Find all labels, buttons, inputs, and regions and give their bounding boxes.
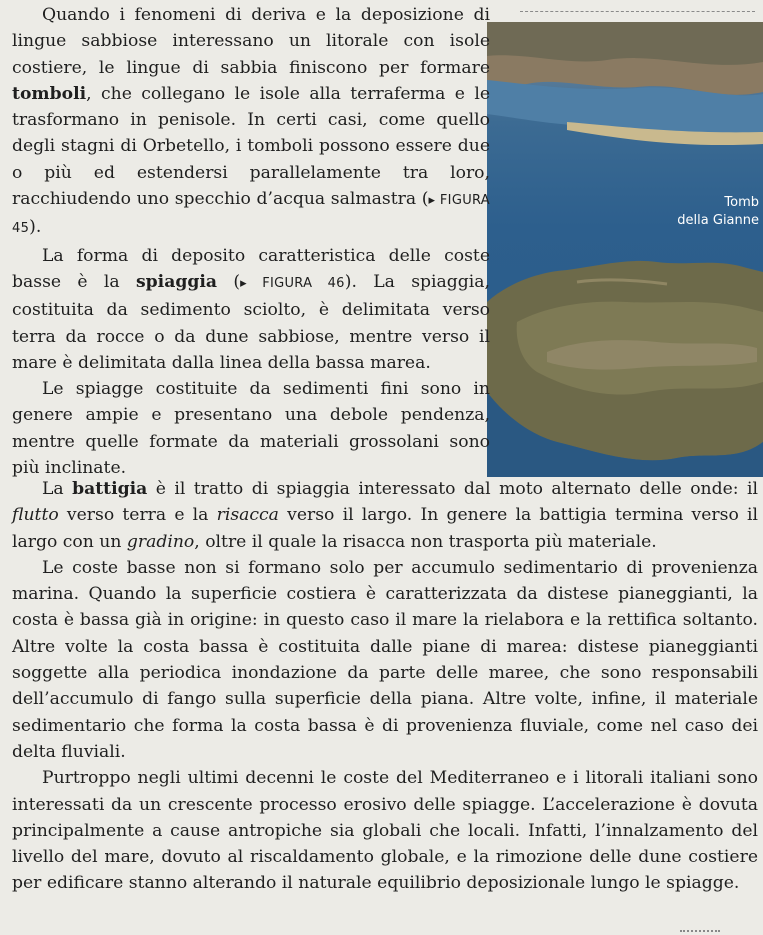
aerial-landscape-illustration: [487, 22, 763, 477]
paragraph-erosione: Purtroppo negli ultimi decenni le coste del Mediterraneo e i litorali italiani sono interessati da un crescente processo erosivo delle spiagge. L’accelerazione è dovuta principalmente a cause antropiche sia globali che locali. Infatti, l’innalzamento del livello del mare, dovuto al riscaldamento globale, e la rimozione delle dune costiere per edificare stanno alterando il naturale equilibrio deposizionale lungo le spiagge.: [12, 768, 758, 894]
paragraph-coste-basse: Le coste basse non si formano solo per accumulo sedimentario di provenienza marina. Quando la superficie costiera è caratterizzata da distese pianeggianti, la costa è bassa già in origine: in questo caso il mare la rielabora e la rettifica soltanto. Altre volte la costa bassa è costituita dalle piane di marea: distese pianeggianti soggette alla periodica inondazione da parte delle maree, che sono responsabili dell’accumulo di fango sulla superficie della piana. Altre volte, infine, il materiale sedimentario che forma la costa bassa è di provenienza fluviale, come nel caso dei delta fluviali.: [12, 557, 758, 762]
paragraph-tomboli: [12, 2, 490, 243]
text-run: è il tratto di spiaggia interessato dal moto alternato delle onde: il: [147, 479, 758, 499]
text-run: La: [42, 479, 73, 499]
bottom-dotted-rule: [680, 930, 720, 932]
text-run: La forma di deposito caratteristica delle coste basse è la: [12, 245, 490, 292]
top-dashed-rule: [520, 11, 755, 12]
term-tomboli: tomboli: [12, 83, 87, 104]
term-spiaggia: spiaggia: [135, 271, 218, 292]
tomboli-photo: [487, 22, 763, 477]
text-run: ). La spiaggia, costituita da sedimento sciolto, è delimitata verso terra da rocce o da dune sabbiose, mentre verso il mare è delimitata dalla linea della bassa marea.: [12, 271, 491, 373]
paragraph-sedimenti: Le spiagge costituite da sedimenti fini sono in genere ampie e presentano una debole pendenza, mentre quelle formate da materiali grossolani sono più inclinate.: [12, 379, 490, 479]
text-run: verso terra e la: [58, 505, 217, 526]
text-run: , che collegano le isole alla terraferma e le trasformano in penisole. In certi casi, come quello degli stagni di Orbetello, i tomboli possono essere due o più ed estendersi parallelamente tra loro, racchiudendo uno specchio d’acqua salmastra (: [12, 83, 490, 210]
figure-reference-45: ▸ FIGURA 45: [12, 193, 491, 237]
figure-reference-46: ▸ FIGURA 46: [240, 275, 345, 291]
paragraph-spiaggia: [12, 243, 490, 376]
full-width-text: [12, 476, 758, 897]
photo-caption-line-1: Tomb: [724, 195, 759, 210]
term-battigia: battigia: [72, 479, 148, 499]
photo-caption: [677, 194, 759, 230]
term-gradino: gradino: [126, 531, 195, 552]
text-run: verso il largo. In genere la battigia termina verso il largo con un: [12, 505, 758, 552]
term-flutto: flutto: [12, 505, 59, 526]
text-run: (: [217, 271, 241, 292]
photo-caption-line-2: della Gianne: [677, 213, 759, 228]
text-run: ).: [29, 217, 42, 238]
narrow-text-column: [12, 2, 490, 481]
text-run: , oltre il quale la risacca non trasporta più materiale.: [194, 531, 657, 552]
text-run: Quando i fenomeni di deriva e la deposizione di lingue sabbiose interessano un litorale con isole costiere, le lingue di sabbia finiscono per formare: [12, 5, 490, 78]
paragraph-battigia: [12, 476, 758, 555]
term-risacca: risacca: [216, 505, 279, 526]
